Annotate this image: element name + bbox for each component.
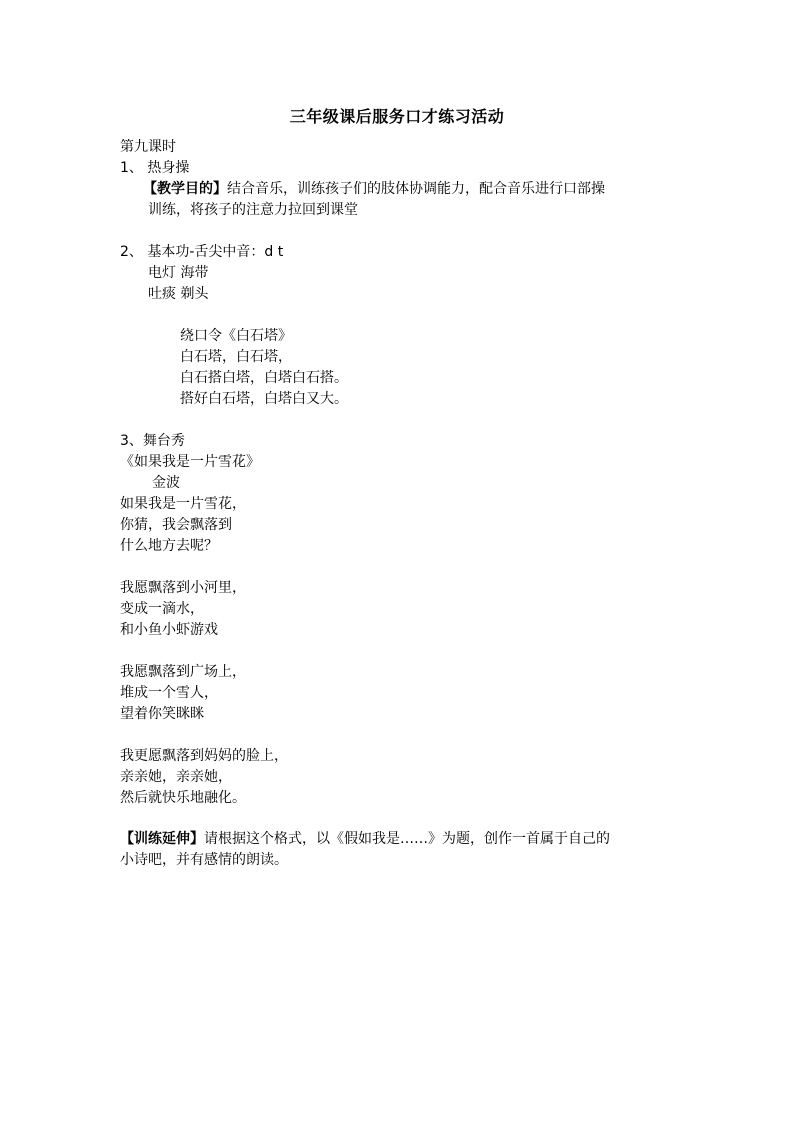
warmup-goal-continued: 训练，将孩子的注意力拉回到课堂 — [148, 202, 358, 218]
poem-line: 你猜，我会飘落到 — [120, 517, 232, 533]
practice-words-2: 吐痰 剃头 — [148, 286, 209, 302]
poem-line: 我愿飘落到广场上， — [120, 664, 246, 680]
poem-title: 《如果我是一片雪花》 — [120, 454, 260, 470]
lesson-label: 第九课时 — [120, 139, 176, 155]
practice-words-1: 电灯 海带 — [148, 265, 209, 281]
stage-heading: 3、舞台秀 — [120, 433, 185, 449]
extension-text — [120, 829, 610, 849]
poem-line: 亲亲她，亲亲她， — [120, 769, 232, 785]
poem-author: 金波 — [152, 475, 180, 491]
warmup-heading: 1、 热身操 — [120, 160, 190, 176]
tongue-twister-line: 白石搭白塔，白塔白石搭。 — [180, 370, 348, 386]
extension-body: 请根据这个格式，以《假如我是……》为题，创作一首属于自己的 — [204, 831, 610, 847]
tongue-twister-title: 绕口令《白石塔》 — [180, 328, 292, 344]
poem-line: 我愿飘落到小河里， — [120, 580, 246, 596]
goal-tag: 【教学目的】 — [143, 181, 227, 197]
poem-line: 变成一滴水， — [120, 601, 204, 617]
tongue-twister-line: 搭好白石塔，白塔白又大。 — [180, 391, 348, 407]
poem-line: 如果我是一片雪花， — [120, 496, 246, 512]
extension-text-continued: 小诗吧，并有感情的朗读。 — [120, 852, 288, 868]
poem-line: 然后就快乐地融化。 — [120, 790, 246, 806]
poem-line: 望着你笑眯眯 — [120, 706, 204, 722]
goal-text: 结合音乐，训练孩子们的肢体协调能力，配合音乐进行口部操 — [227, 181, 605, 197]
warmup-goal — [143, 179, 605, 199]
poem-line: 和小鱼小虾游戏 — [120, 622, 218, 638]
extension-tag: 【训练延伸】 — [120, 831, 204, 847]
poem-line: 堆成一个雪人， — [120, 685, 218, 701]
poem-line: 我更愿飘落到妈妈的脸上， — [120, 748, 288, 764]
poem-line: 什么地方去呢？ — [120, 538, 218, 554]
basics-heading: 2、 基本功-舌尖中音：d t — [120, 244, 284, 260]
document-title: 三年级课后服务口才练习活动 — [289, 107, 505, 126]
tongue-twister-line: 白石塔，白石塔， — [180, 349, 292, 365]
